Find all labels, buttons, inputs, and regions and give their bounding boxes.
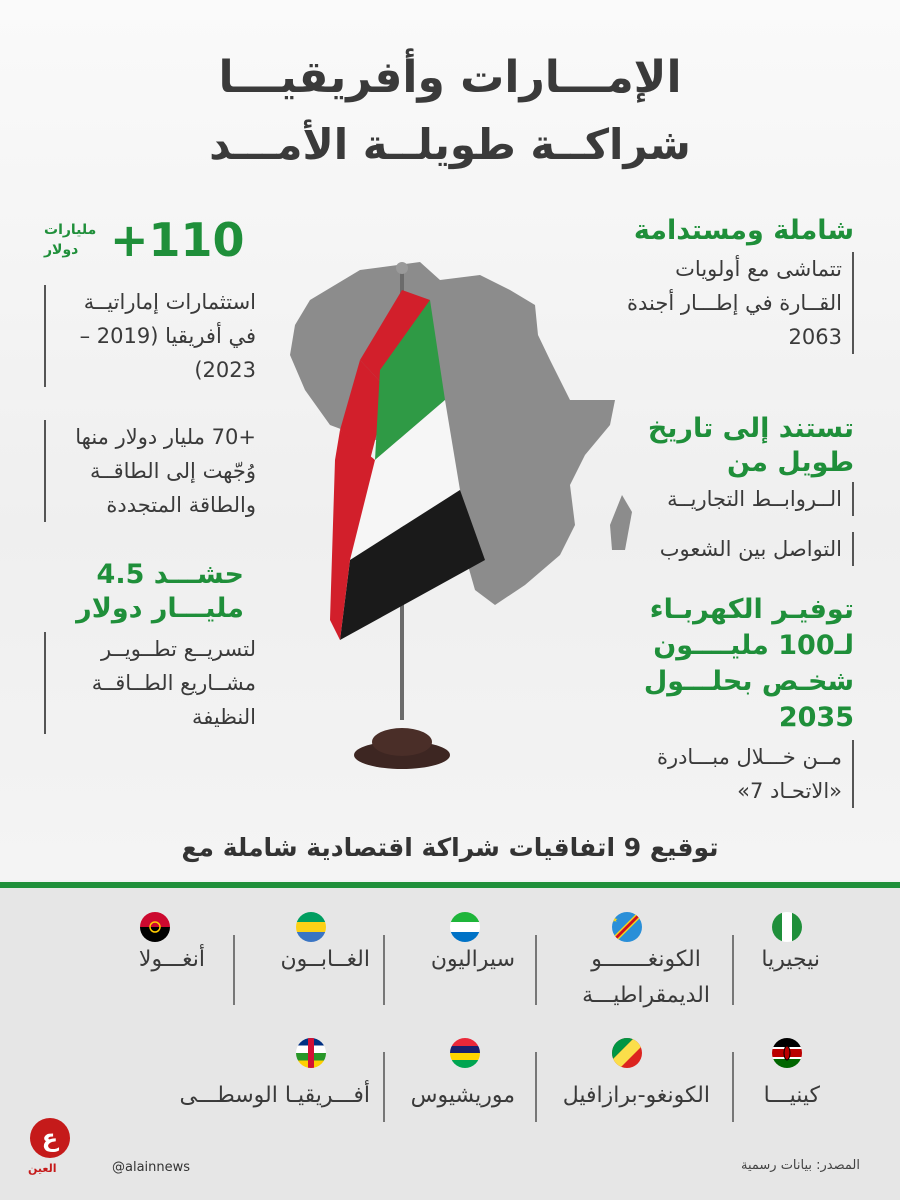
country-kenya: كينيـــا (763, 1083, 820, 1108)
country-congo-brazzaville: الكونغو-برازافيل (562, 1083, 710, 1108)
car-flag-icon (296, 1038, 326, 1068)
mauritius-flag-icon (450, 1038, 480, 1068)
nigeria-flag-icon (772, 912, 802, 942)
investment-text: استثمارات إماراتيــة في أفريقيا (2019 – 2023) (44, 285, 256, 387)
investment-unit (44, 220, 106, 260)
angola-flag-icon (140, 912, 170, 942)
country-sierra-leone: سيراليون (430, 947, 515, 972)
source-label: المصدر: بيانات رسمية (740, 1158, 860, 1173)
investment-unit-dollar: دولار (44, 242, 79, 258)
mobilize-heading: حشـــد 4.5 مليـــار دولار (76, 559, 244, 624)
separator (732, 1052, 734, 1122)
sierra-leone-flag-icon (450, 912, 480, 942)
gabon-flag-icon (296, 912, 326, 942)
country-drc (582, 942, 710, 1014)
uae-flag-stand-icon (320, 260, 500, 780)
separator (535, 935, 537, 1005)
electricity-heading: توفيـر الكهربـاء لـ100 مليــــون شخـص بحلـــول 2035 (643, 594, 854, 733)
main-title-line1: الإمـــارات وأفريقيـــا (218, 52, 682, 103)
separator (383, 1052, 385, 1122)
history-heading: تستند إلى تاريخ طويل من (647, 413, 854, 478)
energy-investment-text: +70 مليار دولار منها وُجّهت إلى الطاقــة والطاقة المتجددة (44, 420, 256, 522)
country-central-african-republic: أفـــريقيـا الوسطـــى (179, 1083, 370, 1108)
investment-number: +110 (110, 213, 245, 267)
countries-panel (0, 888, 900, 1200)
sustainable-text: تتماشى مع أولويات القــارة في إطـــار أجندة 2063 (614, 252, 854, 354)
social-handle: @alainnews (112, 1160, 191, 1175)
country-drc-line1: الكونغـــــــو (591, 947, 701, 972)
separator (233, 935, 235, 1005)
separator (383, 935, 385, 1005)
people-links-text: التواصل بين الشعوب (614, 532, 854, 566)
main-title-line2: شراكــة طويلــة الأمـــد (209, 120, 691, 169)
country-angola: أنغـــولا (138, 947, 205, 972)
country-gabon: الغــابــون (280, 947, 370, 972)
kenya-flag-icon (772, 1038, 802, 1068)
separator (535, 1052, 537, 1122)
svg-text:★: ★ (612, 916, 618, 924)
country-nigeria: نيجيريا (761, 947, 820, 972)
drc-flag-icon (612, 912, 642, 942)
alain-logo-text: العين (28, 1162, 57, 1175)
sustainable-heading: شاملة ومستدامة (633, 215, 854, 246)
separator (732, 935, 734, 1005)
investment-unit-billions: مليارات (44, 222, 97, 238)
etihad7-text: مــن خـــلال مبـــادرة «الاتحـاد 7» (614, 740, 854, 808)
agreements-subtitle: توقيع 9 اتفاقيات شراكة اقتصادية شاملة مع (181, 833, 719, 862)
clean-energy-text: لتسريــع تطــويــر مشــاريع الطــاقــة النظيفة (44, 632, 256, 734)
country-drc-line2: الديمقراطيـــة (582, 983, 710, 1008)
trade-links-text: الــروابــط التجاريــة (614, 482, 854, 516)
alain-logo-icon: ع (30, 1118, 70, 1158)
congo-flag-icon (612, 1038, 642, 1068)
country-mauritius: موريشيوس (410, 1083, 515, 1108)
